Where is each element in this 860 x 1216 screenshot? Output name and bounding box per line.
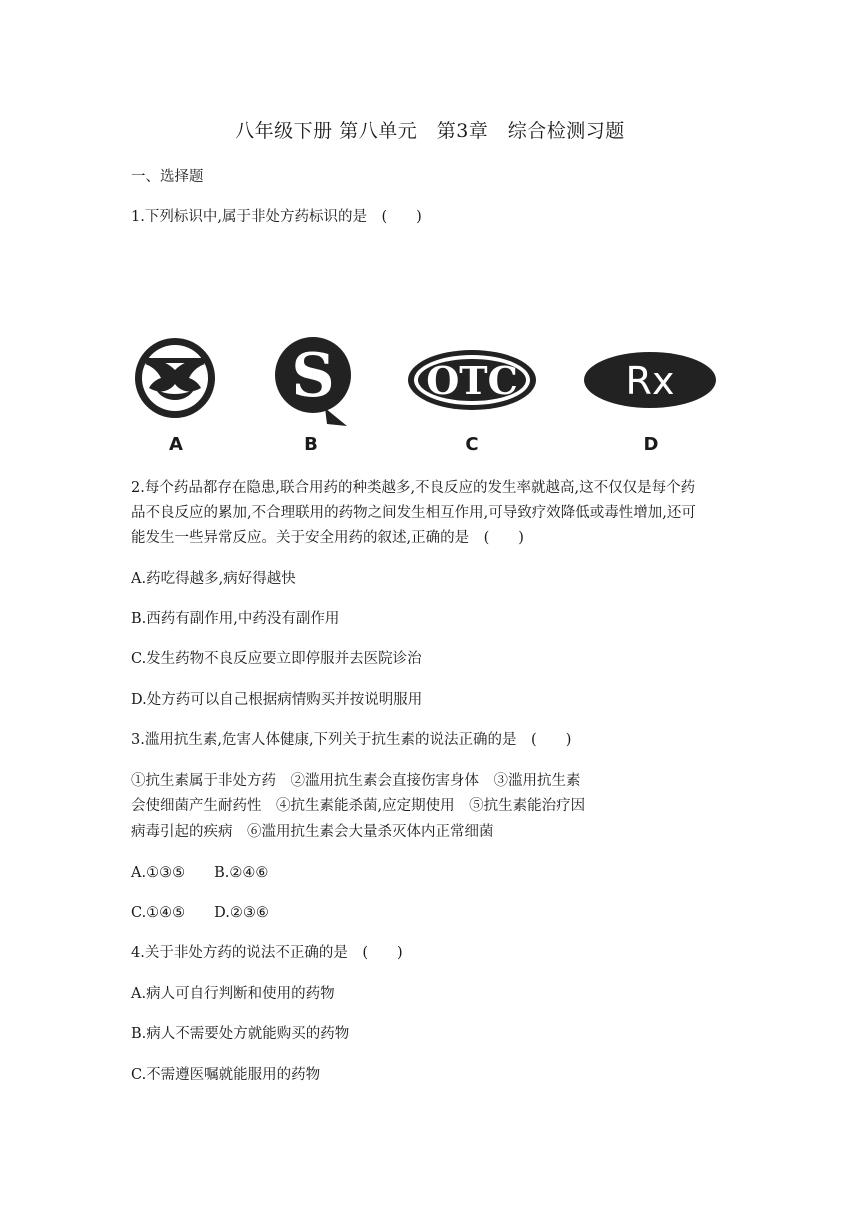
- green-food-icon: [125, 330, 225, 430]
- logo-label-c: C: [465, 434, 479, 455]
- question-2-stem-line-2: 品不良反应的累加,不合理联用的药物之间发生相互作用,可导致疗效降低或毒性增加,还可: [131, 505, 696, 521]
- section-heading: 一、选择题: [131, 169, 204, 185]
- question-2-option-a: A.药吃得越多,病好得越快: [131, 571, 296, 587]
- question-4-option-a: A.病人可自行判断和使用的药物: [131, 986, 335, 1002]
- question-2-option-b: B.西药有副作用,中药没有副作用: [131, 611, 340, 627]
- question-3-statement-line-2: 会使细菌产生耐药性 ④抗生素能杀菌,应定期使用 ⑤抗生素能治疗因: [131, 798, 586, 814]
- qs-letter: S: [291, 341, 335, 411]
- rx-text: Rx: [625, 359, 675, 403]
- logo-option-d: [583, 330, 733, 460]
- qs-icon: [265, 330, 365, 430]
- question-1-stem: 1.下列标识中,属于非处方药标识的是 ( ): [131, 209, 422, 225]
- question-3-options-row-2: C.①④⑤ D.②③⑥: [131, 905, 269, 921]
- question-2-option-c: C.发生药物不良反应要立即停服并去医院诊治: [131, 651, 422, 667]
- question-1-logos: [125, 330, 735, 465]
- question-2-option-d: D.处方药可以自己根据病情购买并按说明服用: [131, 692, 423, 708]
- logo-label-b: B: [304, 434, 318, 455]
- otc-text: OTC: [426, 358, 518, 403]
- question-3-stem: 3.滥用抗生素,危害人体健康,下列关于抗生素的说法正确的是 ( ): [131, 732, 572, 748]
- logo-label-a: A: [169, 434, 183, 455]
- question-3-statement-line-1: ①抗生素属于非处方药 ②滥用抗生素会直接伤害身体 ③滥用抗生素: [131, 773, 581, 789]
- otc-icon: [405, 330, 540, 430]
- question-3-options-row-1: A.①③⑤ B.②④⑥: [131, 865, 269, 881]
- question-4-option-c: C.不需遵医嘱就能服用的药物: [131, 1067, 321, 1083]
- question-4-option-b: B.病人不需要处方就能购买的药物: [131, 1026, 350, 1042]
- page-title: 八年级下册 第八单元 第3章 综合检测习题: [235, 120, 625, 142]
- question-2-stem-line-3: 能发生一些异常反应。关于安全用药的叙述,正确的是 ( ): [131, 530, 524, 546]
- logo-option-a: [125, 330, 265, 460]
- logo-option-c: [405, 330, 545, 460]
- logo-label-d: D: [643, 434, 659, 455]
- question-3-statement-line-3: 病毒引起的疾病 ⑥滥用抗生素会大量杀灭体内正常细菌: [131, 824, 494, 840]
- question-2-stem-line-1: 2.每个药品都存在隐患,联合用药的种类越多,不良反应的发生率就越高,这不仅仅是每个药: [131, 480, 696, 496]
- rx-icon: [583, 330, 718, 430]
- logo-option-b: [265, 330, 405, 460]
- question-4-stem: 4.关于非处方药的说法不正确的是 ( ): [131, 945, 403, 961]
